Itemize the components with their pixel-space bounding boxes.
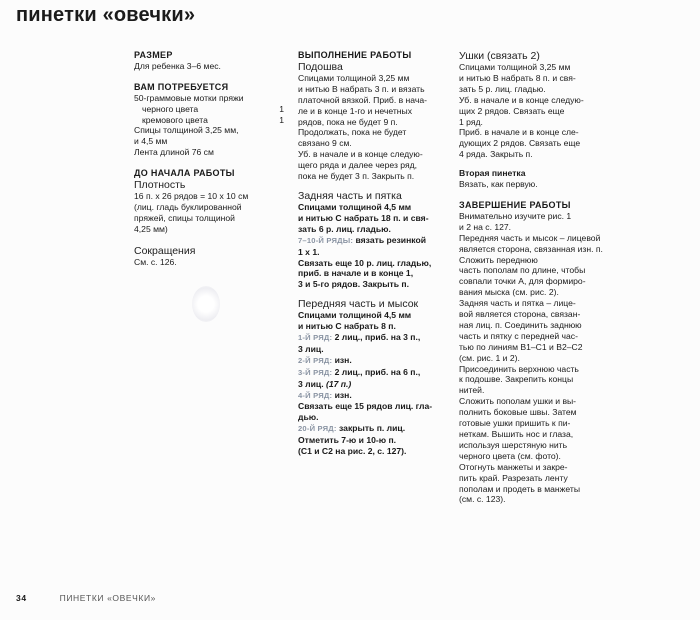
row-label: 3-Й РЯД: [298, 367, 333, 377]
materials-row-black [134, 104, 284, 115]
ears-line: Уб. в начале и в конце следую- [459, 94, 584, 105]
front-line: и нитью С набрать 8 п. [298, 321, 396, 332]
materials-line: и 4,5 мм [134, 136, 168, 147]
finishing-line: используя шерстяную нить [459, 439, 568, 450]
sole-line: рядов, пока не будет 9 п. [298, 116, 398, 127]
finishing-line: совпали точки А, для формиро- [459, 276, 586, 287]
finishing-line: тью по линиям В1–С1 и В2–С2 [459, 341, 583, 352]
row-label: 1-Й РЯД: [298, 333, 333, 343]
density-line: пряжей, спицы толщиной [134, 212, 235, 223]
ears-line: дующих 2 рядов. Связать еще [459, 138, 581, 149]
column-1 [134, 50, 284, 268]
back-line: Спицами толщиной 4,5 мм [298, 201, 412, 212]
finishing-line: Присоединить верхнюю часть [459, 363, 579, 374]
finishing-line: нитей. [459, 385, 485, 396]
row-text: вязать резинкой [353, 234, 426, 245]
sole-line: платочной вязкой. Приб. в нача- [298, 94, 428, 105]
abbreviations-heading: Сокращения [134, 244, 196, 257]
second-bootie-text: Вязать, как первую. [459, 179, 538, 190]
row-text: закрыть п. лиц. [336, 423, 406, 434]
row-1-cont: 3 лиц. [298, 343, 324, 354]
finishing-line: готовые ушки пришить к пи- [459, 418, 571, 429]
density-line: 4,25 мм) [134, 223, 168, 234]
materials-line: Спицы толщиной 3,25 мм, [134, 125, 239, 136]
sole-line: и нитью В набрать 3 п. и вязать [298, 83, 425, 94]
finishing-line: неткам. Вышить нос и глаза, [459, 429, 574, 439]
finishing-line: вания мыска (см. рис. 2). [459, 287, 559, 298]
sole-line: связано 9 см. [298, 138, 352, 149]
column-3 [459, 50, 619, 505]
ears-line: Спицами толщиной 3,25 мм [459, 62, 571, 72]
ears-line: 4 ряда. Закрыть п. [459, 149, 533, 160]
finishing-line: (см. с. 123). [459, 494, 506, 505]
page-fold-highlight [192, 286, 220, 322]
row-3-line [298, 367, 448, 379]
back-line: и нитью С набрать 18 п. и свя- [298, 212, 429, 223]
ears-line: 1 ряд. [459, 116, 483, 127]
before-start-heading: ДО НАЧАЛА РАБОТЫ [134, 168, 235, 179]
size-text: Для ребенка 3–6 мес. [134, 60, 221, 71]
front-line: Спицами толщиной 4,5 мм [298, 310, 412, 321]
density-heading: Плотность [134, 179, 186, 192]
front-line: (С1 и С2 на рис. 2, с. 127). [298, 446, 407, 457]
finishing-line: часть и пятку с передней час- [459, 330, 578, 341]
row-label: 2-Й РЯД: [298, 355, 333, 365]
ears-line: и нитью В набрать 8 п. и свя- [459, 72, 576, 83]
density-line: 16 п. х 26 рядов = 10 х 10 см [134, 191, 249, 202]
stitch-count: (17 п.) [325, 378, 352, 389]
column-2 [298, 50, 448, 457]
second-bootie-heading: Вторая пинетка [459, 168, 526, 179]
finishing-line: и 2 на с. 127. [459, 221, 512, 232]
finishing-line: Передняя часть и мысок – лицевой [459, 232, 601, 243]
page-footer [16, 593, 156, 603]
finishing-line: пить край. Разрезать ленту [459, 472, 568, 483]
row-2-line [298, 355, 448, 367]
finishing-line: к подошве. Закрепить концы [459, 374, 574, 385]
back-line: приб. в начале и в конце 1, [298, 268, 414, 279]
sole-line: щего ряда и далее через ряд, [298, 160, 418, 171]
row-text: 2 лиц., приб. на 3 п., [332, 332, 421, 343]
ears-line: щих 2 рядов. Связать еще [459, 105, 565, 116]
ears-heading: Ушки (связать 2) [459, 50, 540, 62]
row-3-cont-line [298, 379, 448, 390]
back-line: 3 и 5-го рядов. Закрыть п. [298, 279, 410, 290]
sole-line: Продолжать, пока не будет [298, 127, 407, 138]
row-4-line [298, 390, 448, 402]
back-line: Связать еще 10 р. лиц. гладью, [298, 257, 432, 268]
row-label: 7–10-Й РЯДЫ: [298, 235, 354, 245]
ears-line: Приб. в начале и в конце сле- [459, 127, 579, 138]
front-line: дью. [298, 412, 319, 423]
finishing-line: Сложить переднюю [459, 254, 538, 265]
finishing-line: Задняя часть и пятка – лице- [459, 298, 576, 309]
front-line: Связать еще 15 рядов лиц. гла- [298, 401, 433, 412]
finishing-line: часть пополам по длине, чтобы [459, 265, 586, 276]
finishing-line: полнить боковые швы. Затем [459, 407, 577, 418]
materials-cream-label: кремового цвета [142, 114, 208, 125]
materials-line: Лента длиной 76 см [134, 147, 214, 158]
finishing-line: черного цвета (см. фото). [459, 450, 561, 461]
materials-line: 50-граммовые мотки пряжи [134, 92, 244, 103]
sole-heading: Подошва [298, 60, 343, 73]
row-text: 2 лиц., приб. на 6 п., [332, 366, 421, 377]
row-20-line [298, 423, 448, 435]
finishing-line: Сложить пополам ушки и вы- [459, 396, 577, 407]
finishing-line: вой является сторона, связан- [459, 309, 581, 320]
abbreviations-text: См. с. 126. [134, 256, 177, 267]
running-footer: ПИНЕТКИ «ОВЕЧКИ» [59, 593, 156, 603]
finishing-line: Внимательно изучите рис. 1 [459, 210, 572, 221]
row-label: 4-Й РЯД: [298, 390, 333, 400]
finishing-line: ная лиц. п. Соединить заднюю [459, 319, 582, 330]
front-line: Отметить 7-ю и 10-ю п. [298, 435, 397, 446]
back-heading: Задняя часть и пятка [298, 189, 402, 202]
work-heading: ВЫПОЛНЕНИЕ РАБОТЫ [298, 50, 412, 60]
row-3-cont: 3 лиц. [298, 378, 324, 389]
row-text: изн. [332, 354, 352, 365]
density-line: (лиц. гладь буклированной [134, 201, 242, 212]
size-heading: РАЗМЕР [134, 50, 173, 60]
back-rows-line [298, 235, 448, 247]
row-text: изн. [332, 389, 352, 400]
finishing-line: является сторона, связанная изн. п. [459, 243, 603, 254]
finishing-line: пополам и продеть в манжеты [459, 483, 581, 494]
back-line: зать 6 р. лиц. гладью. [298, 223, 391, 234]
ears-line: зать 5 р. лиц. гладью. [459, 83, 546, 94]
sole-line: Спицами толщиной 3,25 мм [298, 72, 410, 83]
sole-line: пока не будет 3 п. Закрыть п. [298, 171, 415, 182]
materials-cream-qty: 1 [279, 114, 284, 125]
sole-line: Уб. в начале и в конце следую- [298, 149, 423, 160]
materials-heading: ВАМ ПОТРЕБУЕТСЯ [134, 81, 229, 92]
page-title: пинетки «овечки» [16, 4, 196, 26]
row-label: 20-Й РЯД: [298, 424, 337, 434]
materials-black-label: черного цвета [142, 103, 199, 114]
materials-row-cream [134, 115, 284, 126]
finishing-heading: ЗАВЕРШЕНИЕ РАБОТЫ [459, 199, 571, 210]
materials-black-qty: 1 [279, 103, 284, 114]
back-line: 1 х 1. [298, 246, 320, 257]
page-number: 34 [16, 593, 27, 603]
finishing-line: (см. рис. 1 и 2). [459, 352, 520, 363]
front-heading: Передняя часть и мысок [298, 298, 419, 311]
sole-line: ле и в конце 1-го и нечетных [298, 105, 413, 116]
row-1-line [298, 332, 448, 344]
finishing-line: Отогнуть манжеты и закре- [459, 461, 568, 472]
